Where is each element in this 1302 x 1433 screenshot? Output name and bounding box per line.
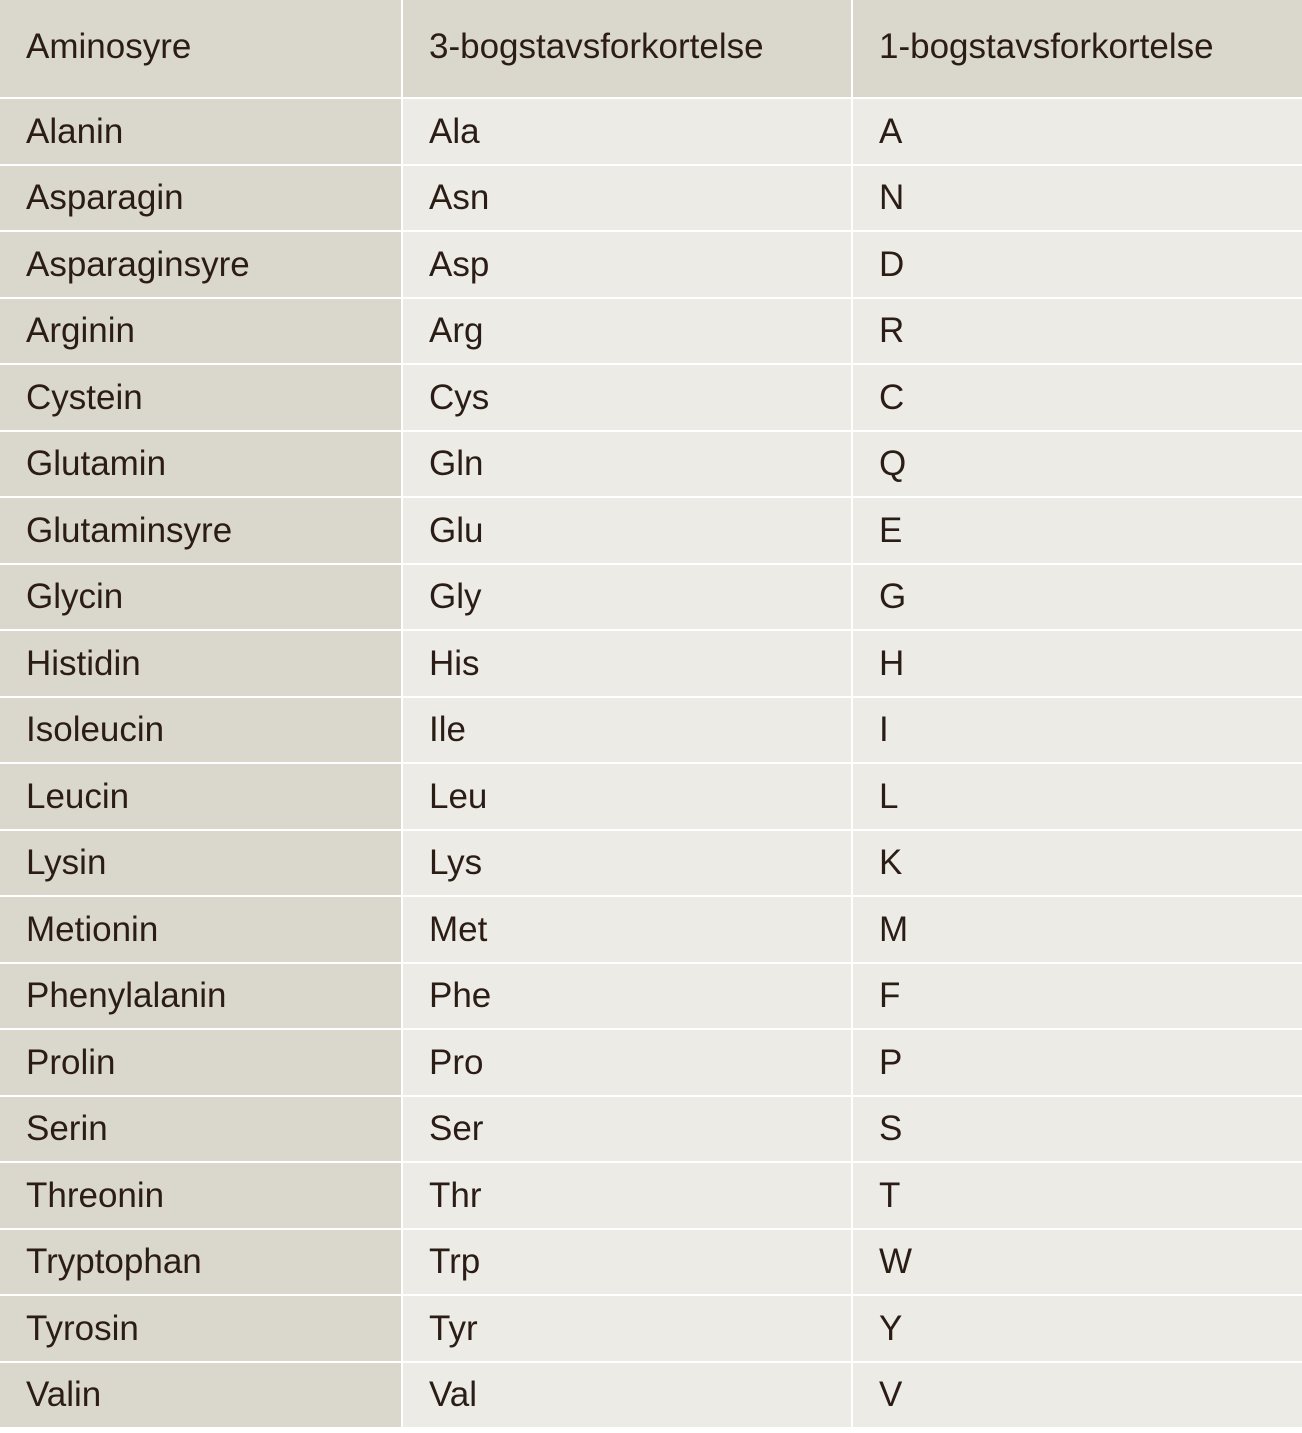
three-letter-code: Asn xyxy=(403,166,851,231)
three-letter-code: Ile xyxy=(403,698,851,763)
one-letter-code: C xyxy=(853,365,1302,430)
one-letter-code: V xyxy=(853,1363,1302,1428)
one-letter-code: P xyxy=(853,1030,1302,1095)
one-letter-code: A xyxy=(853,99,1302,164)
one-letter-code: E xyxy=(853,498,1302,563)
one-letter-code: W xyxy=(853,1230,1302,1295)
amino-acid-name: Leucin xyxy=(0,764,401,829)
one-letter-code: H xyxy=(853,631,1302,696)
amino-acid-name: Tryptophan xyxy=(0,1230,401,1295)
amino-acid-name: Cystein xyxy=(0,365,401,430)
three-letter-code: Leu xyxy=(403,764,851,829)
amino-acid-name: Isoleucin xyxy=(0,698,401,763)
three-letter-code: Trp xyxy=(403,1230,851,1295)
amino-acid-name: Lysin xyxy=(0,831,401,896)
three-letter-code: Phe xyxy=(403,964,851,1029)
three-letter-code: His xyxy=(403,631,851,696)
amino-acid-name: Serin xyxy=(0,1097,401,1162)
three-letter-code: Gln xyxy=(403,432,851,497)
three-letter-code: Tyr xyxy=(403,1296,851,1361)
three-letter-code: Ala xyxy=(403,99,851,164)
three-letter-code: Asp xyxy=(403,232,851,297)
one-letter-code: S xyxy=(853,1097,1302,1162)
one-letter-code: K xyxy=(853,831,1302,896)
one-letter-code: M xyxy=(853,897,1302,962)
three-letter-code: Arg xyxy=(403,299,851,364)
one-letter-code: F xyxy=(853,964,1302,1029)
three-letter-code: Pro xyxy=(403,1030,851,1095)
header-cell-1-letter: 1-bogstavsforkortelse xyxy=(853,0,1302,97)
three-letter-code: Gly xyxy=(403,565,851,630)
amino-acid-name: Glutaminsyre xyxy=(0,498,401,563)
one-letter-code: G xyxy=(853,565,1302,630)
three-letter-code: Met xyxy=(403,897,851,962)
amino-acid-name: Valin xyxy=(0,1363,401,1428)
amino-acid-name: Metionin xyxy=(0,897,401,962)
one-letter-code: D xyxy=(853,232,1302,297)
three-letter-code: Lys xyxy=(403,831,851,896)
one-letter-code: I xyxy=(853,698,1302,763)
three-letter-code: Ser xyxy=(403,1097,851,1162)
three-letter-code: Thr xyxy=(403,1163,851,1228)
header-cell-aminosyre: Aminosyre xyxy=(0,0,401,97)
amino-acid-name: Glycin xyxy=(0,565,401,630)
one-letter-code: R xyxy=(853,299,1302,364)
amino-acid-name: Prolin xyxy=(0,1030,401,1095)
three-letter-code: Cys xyxy=(403,365,851,430)
amino-acid-name: Threonin xyxy=(0,1163,401,1228)
amino-acid-name: Asparaginsyre xyxy=(0,232,401,297)
header-cell-3-letter: 3-bogstavsforkortelse xyxy=(403,0,851,97)
amino-acid-name: Histidin xyxy=(0,631,401,696)
amino-acid-name: Glutamin xyxy=(0,432,401,497)
three-letter-code: Val xyxy=(403,1363,851,1428)
amino-acid-name: Arginin xyxy=(0,299,401,364)
amino-acid-name: Alanin xyxy=(0,99,401,164)
amino-acid-name: Asparagin xyxy=(0,166,401,231)
amino-acid-name: Phenylalanin xyxy=(0,964,401,1029)
one-letter-code: N xyxy=(853,166,1302,231)
three-letter-code: Glu xyxy=(403,498,851,563)
one-letter-code: Y xyxy=(853,1296,1302,1361)
one-letter-code: Q xyxy=(853,432,1302,497)
one-letter-code: L xyxy=(853,764,1302,829)
amino-acid-name: Tyrosin xyxy=(0,1296,401,1361)
one-letter-code: T xyxy=(853,1163,1302,1228)
